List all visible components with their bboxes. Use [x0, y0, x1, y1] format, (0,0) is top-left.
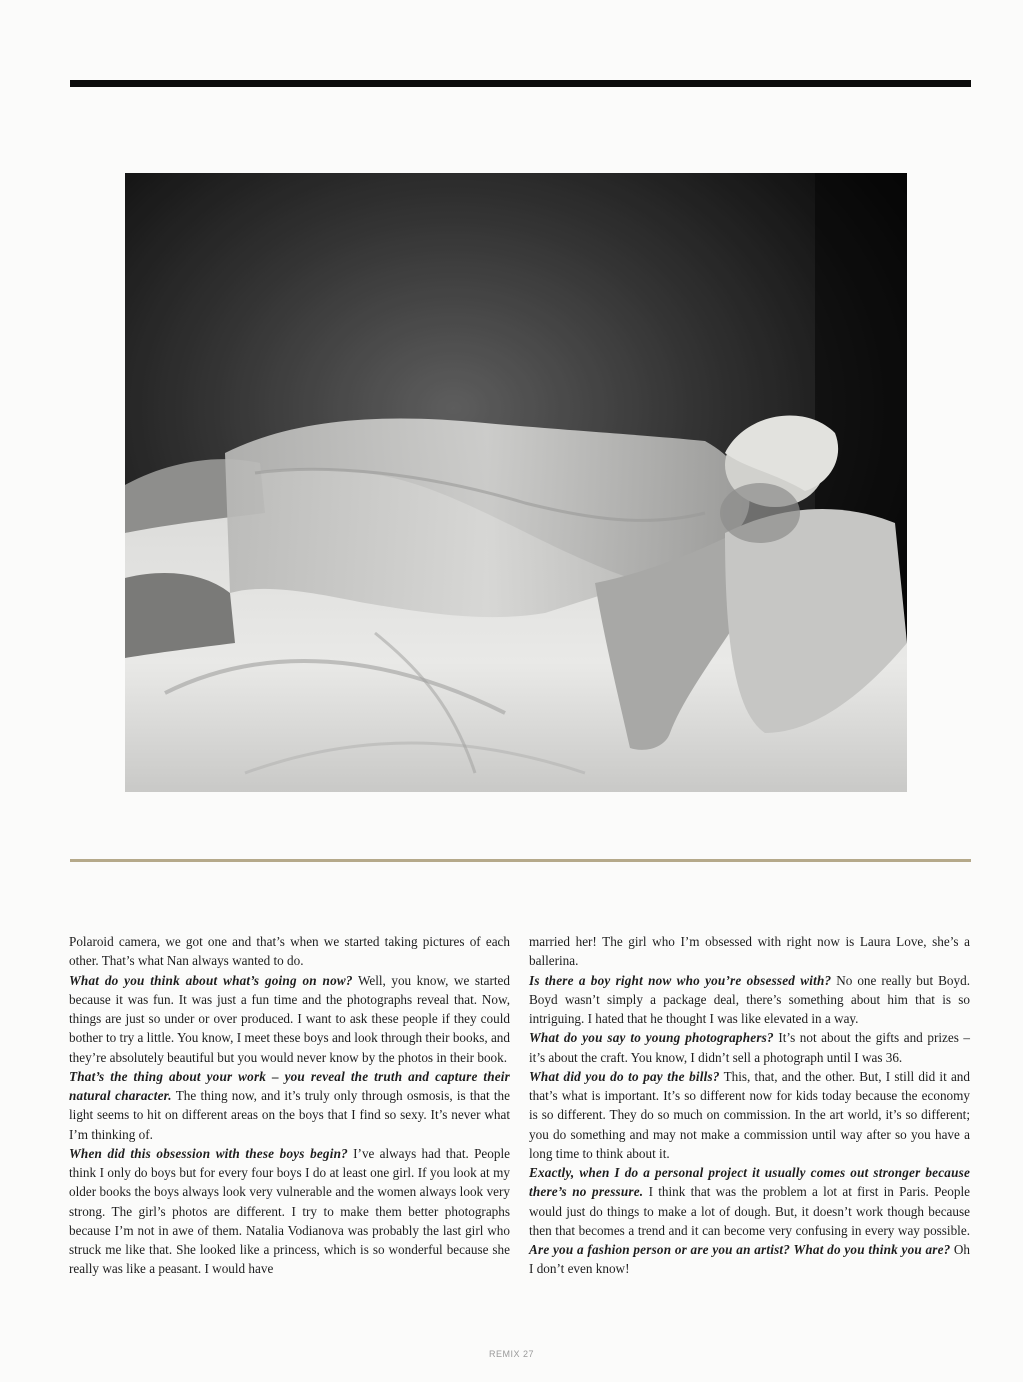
photo-image — [125, 173, 907, 792]
answer: Oh I don’t even know! — [529, 1242, 970, 1277]
answer: It’s not about the gifts and prizes – it’s about the craft. You know, I didn’t sell a photograph until I was 36. — [529, 1030, 970, 1065]
answer: I’ve always had that. People think I only do boys but for every four boys I do at least one girl. If you look at my older books the boys always look very vulnerable and the women always look very strong. The girl’s photos are different. I try to make them better photographs because I’m not in awe of them. Natalia Vodianova was probably the last girl who struck me like that. She looked like a princess, which is so wonderful because she really was like a peasant. I would have — [69, 1145, 510, 1277]
question: When did this obsession with these boys begin? — [69, 1145, 348, 1161]
article-column-left — [69, 932, 510, 1279]
article-column-right — [529, 932, 970, 1279]
paragraph — [529, 971, 970, 1029]
question: Is there a boy right now who you’re obsessed with? — [529, 972, 832, 988]
paragraph — [69, 932, 510, 971]
top-rule — [70, 80, 971, 87]
question: What do you think about what’s going on now? — [69, 972, 353, 988]
question: Exactly, when I do a personal project it usually comes out stronger because there’s no pressure. — [529, 1165, 970, 1200]
paragraph — [529, 932, 970, 971]
photograph — [125, 173, 907, 792]
paragraph — [69, 971, 510, 1067]
answer: I think that was the problem a lot at first in Paris. People would just do things to make a lot of dough. But, it doesn’t work though because then that becomes a trend and it can become very confusing in every way possible. — [529, 1184, 970, 1238]
paragraph — [529, 1067, 970, 1163]
answer: This, that, and the other. But, I still did it and that’s what is important. It’s so different now for kids today because the economy is so different. They do so much on commission. In the art world, it’s so different; you do something and may not make a commission until way after so you have a long time to think about it. — [529, 1068, 970, 1161]
answer: Polaroid camera, we got one and that’s when we started taking pictures of each other. That’s what Nan always wanted to do. — [69, 934, 510, 969]
answer: The thing now, and it’s truly only through osmosis, is that the light seems to hit on different areas on the boys that I find so sexy. It’s never what I’m thinking of. — [69, 1088, 510, 1142]
answer: Well, you know, we started because it was fun. It was just a fun time and the photographs reveal that. Now, things are just so under or over produced. I want to ask these people if they could bother to try a little. You know, I meet these boys and look through their books, and they’re absolutely beautiful but you would never know by the photos in their book. — [69, 972, 510, 1065]
gold-rule — [70, 859, 971, 862]
paragraph — [529, 1163, 970, 1279]
answer: married her! The girl who I’m obsessed with right now is Laura Love, she’s a ballerina. — [529, 934, 970, 969]
question: Are you a fashion person or are you an artist? What do you think you are? — [529, 1242, 951, 1257]
question: What did you do to pay the bills? — [529, 1068, 720, 1084]
question: That’s the thing about your work – you reveal the truth and capture their natural character. — [69, 1068, 510, 1103]
paragraph — [529, 1028, 970, 1067]
answer: No one really but Boyd. Boyd wasn’t simply a package deal, there’s something about him that is so intriguing. I hated that he thought I was like elevated in a way. — [529, 972, 970, 1026]
paragraph — [69, 1067, 510, 1144]
question: What do you say to young photographers? — [529, 1030, 774, 1046]
paragraph — [69, 1144, 510, 1279]
page-folio: REMIX 27 — [488, 1349, 534, 1359]
